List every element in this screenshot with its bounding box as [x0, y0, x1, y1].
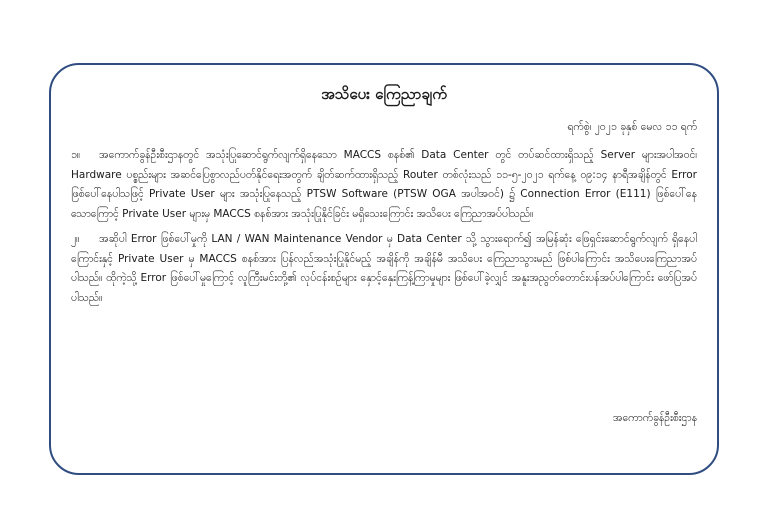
- paragraph-2-number: ၂။: [71, 233, 80, 245]
- notice-title: အသိပေး ကြေညာချက်: [321, 85, 447, 103]
- signature: အကောက်ခွန်ဦးစီးဌာန: [612, 412, 697, 424]
- paragraph-2-text: အဆိုပါ Error ဖြစ်ပေါ်မှုကို LAN / WAN Maintenance Vendor မှ Data Center သို့ သွားရောက်၍ အမြန်ဆုံး ဖြေရှင်းဆောင်ရွက်လျက် ရှိနေပါကြောင်းနှင့် Private User မှ MACCS စနစ်အား ပြန်လည်အသုံးပြုနိုင်မည့် အချိန်ကို အချိန်မီ အသိပေး ကြေညာသွားမည် ဖြစ်ပါကြောင်း အသိပေးကြေညာအပ်ပါသည်။ ထိုကဲ့သို့ Error ဖြစ်ပေါ်မှုကြောင့် လူကြီးမင်းတို့၏ လုပ်ငန်းစဉ်များ နှောင့်နှေးကြန့်ကြာမှုများ ဖြစ်ပေါ်ခဲ့လျှင် အနူးအညွတ်တောင်းပန်အပ်ပါကြောင်း ဖော်ပြအပ်ပါသည်။: [71, 233, 697, 304]
- notice-date: ရက်စွဲ၊ ၂၀၂၁ ခုနှစ် မေလ ၁၁ ရက်: [567, 121, 697, 133]
- paragraph-1: [71, 146, 697, 224]
- notice-box: [49, 63, 719, 475]
- paragraph-1-text: အကောက်ခွန်ဦးစီးဌာနတွင် အသုံးပြုဆောင်ရွက်လျက်ရှိနေသော MACCS စနစ်၏ Data Center တွင် တပ်ဆင်ထားရှိသည့် Server များအပါအဝင်၊ Hardware ပစ္စည်းများ အဆင်ပြေစွာလည်ပတ်နိုင်ရေးအတွက် ချိတ်ဆက်ထားရှိသည့် Router တစ်လုံးသည် ၁၁-၅-၂၀၂၁ ရက်နေ့ ၀၉:၁၄ နာရီအချိန်တွင် Error ဖြစ်ပေါ်နေပါသဖြင့် Private User များ အသုံးပြုနေသည့် PTSW Software (PTSW OGA အပါအဝင်) ၌ Connection Error (E111) ဖြစ်ပေါ်နေသောကြောင့် Private User များမှ MACCS စနစ်အား အသုံးပြုနိုင်ခြင်း မရှိသေးကြောင်း အသိပေး ကြေညာအပ်ပါသည်။: [71, 149, 697, 220]
- paragraph-2: [71, 230, 697, 308]
- paragraph-1-number: ၁။: [71, 149, 81, 161]
